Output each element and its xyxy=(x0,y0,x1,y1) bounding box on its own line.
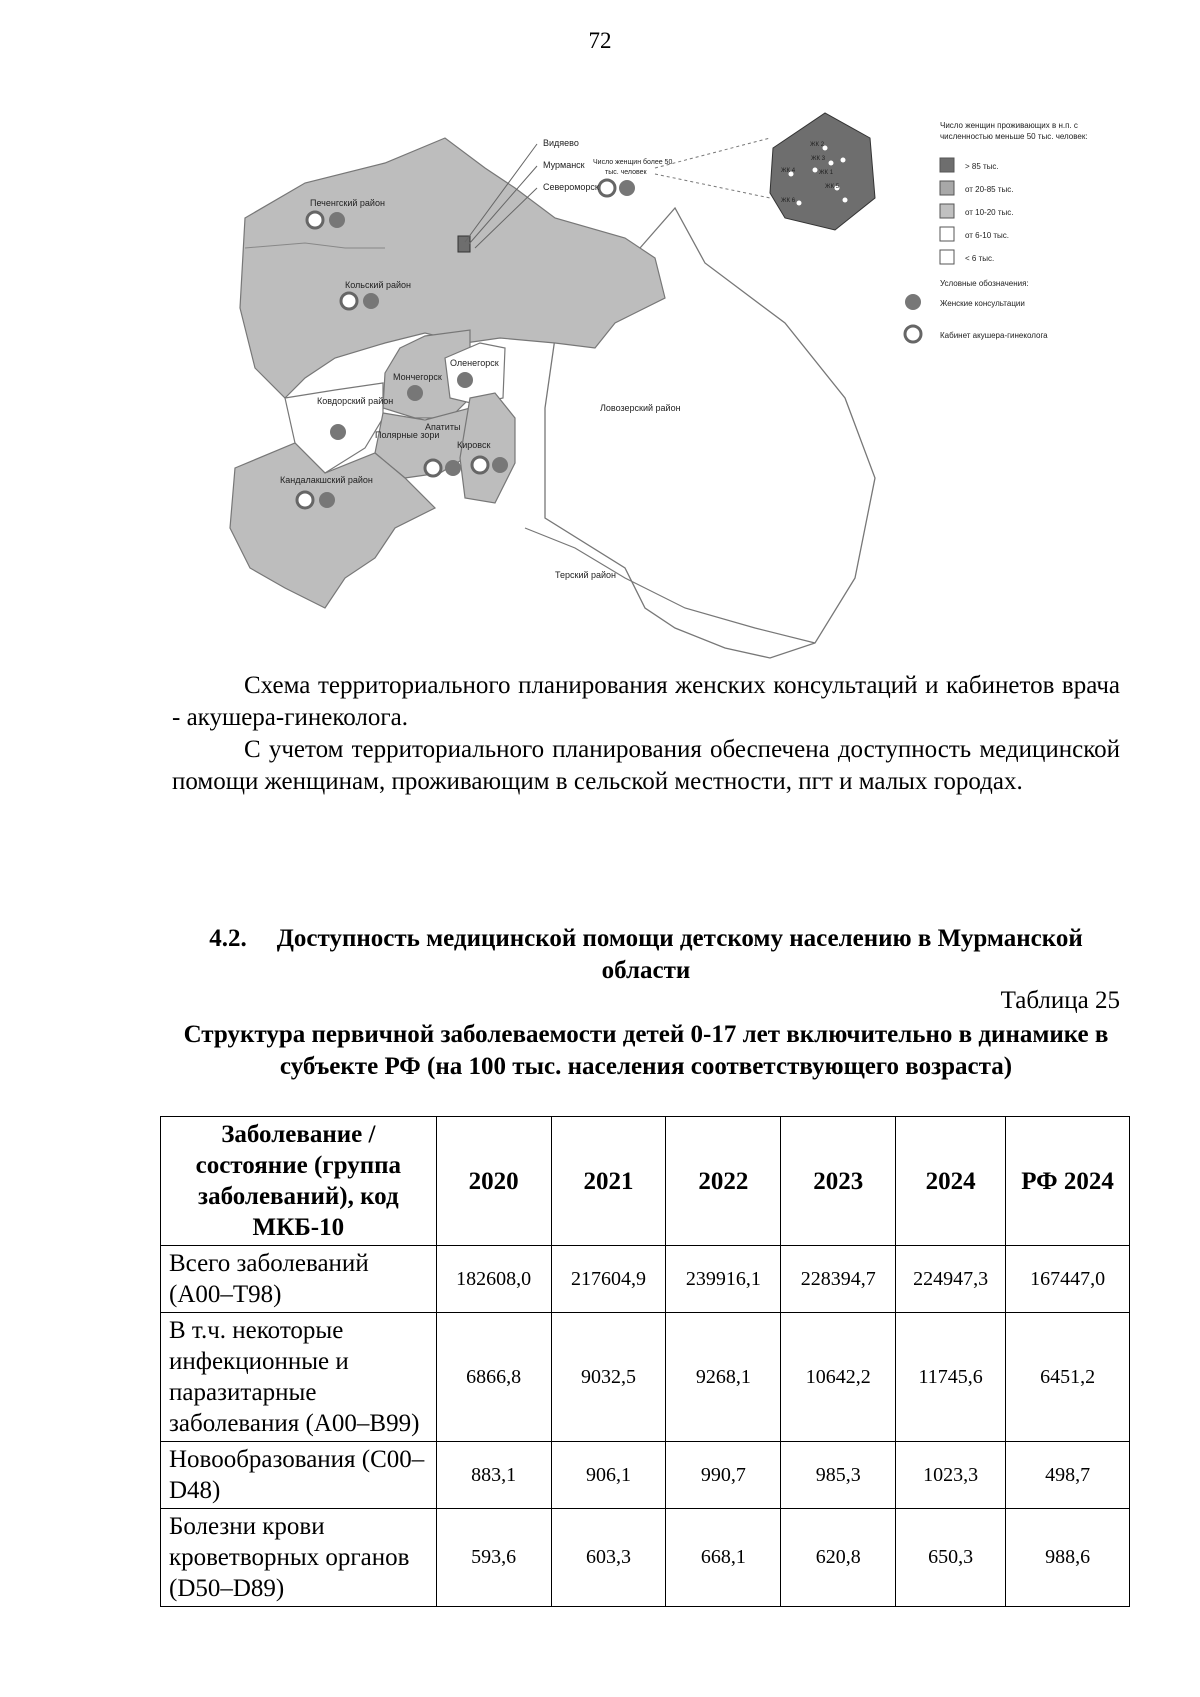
inset-label-5: ЖК 5 xyxy=(825,184,840,190)
cell-2022: 990,7 xyxy=(666,1442,781,1509)
header-2021: 2021 xyxy=(551,1117,666,1246)
cell-2020: 6866,8 xyxy=(436,1313,551,1442)
legend-swatch xyxy=(940,250,954,264)
cell-2023: 620,8 xyxy=(781,1509,896,1607)
callout-vidyaevo: Видяево xyxy=(543,138,579,148)
legend-swatch xyxy=(940,181,954,195)
legend-label: < 6 тыс. xyxy=(965,254,995,263)
murmansk-inset xyxy=(770,113,875,230)
header-disease: Заболевание / состояние (группа заболеваний), код МКБ-10 xyxy=(161,1117,437,1246)
map-svg xyxy=(225,108,1160,738)
inset-label-6: ЖК 6 xyxy=(781,198,796,204)
cell-2022: 9268,1 xyxy=(666,1313,781,1442)
header-2022: 2022 xyxy=(666,1117,781,1246)
table-row xyxy=(161,1509,1130,1607)
cell-2020: 182608,0 xyxy=(436,1246,551,1313)
cell-rf: 988,6 xyxy=(1006,1509,1130,1607)
cell-2023: 10642,2 xyxy=(781,1313,896,1442)
morbidity-table xyxy=(160,1116,1130,1607)
legend-symbols-title: Условные обозначения: xyxy=(940,279,1029,288)
cell-2023: 228394,7 xyxy=(781,1246,896,1313)
paragraph-scheme-caption: Схема территориального планирования женских консультаций и кабинетов врача - акушера-гинеколога. xyxy=(172,672,1120,731)
cell-rf: 498,7 xyxy=(1006,1442,1130,1509)
legend-swatch xyxy=(940,227,954,241)
cell-2024: 11745,6 xyxy=(896,1313,1006,1442)
section-number: 4.2. xyxy=(209,925,247,952)
cell-2023: 985,3 xyxy=(781,1442,896,1509)
cell-2022: 668,1 xyxy=(666,1509,781,1607)
cell-2021: 217604,9 xyxy=(551,1246,666,1313)
legend-label: от 20-85 тыс. xyxy=(965,185,1014,194)
label-kirovsk: Кировск xyxy=(457,440,491,450)
cell-2024: 224947,3 xyxy=(896,1246,1006,1313)
inset-label-4: ЖК 1 xyxy=(819,170,834,176)
cell-2021: 603,3 xyxy=(551,1509,666,1607)
cell-rf: 167447,0 xyxy=(1006,1246,1130,1313)
label-tersky: Терский район xyxy=(555,570,617,580)
table-row xyxy=(161,1442,1130,1509)
cell-2021: 906,1 xyxy=(551,1442,666,1509)
row-label: Всего заболеваний (А00–Т98) xyxy=(161,1246,437,1313)
header-rf-2024: РФ 2024 xyxy=(1006,1117,1130,1246)
legend-cabinet: Кабинет акушера-гинеколога xyxy=(940,331,1048,340)
label-kandalaksha: Кандалакшский район xyxy=(280,475,373,485)
cell-2021: 9032,5 xyxy=(551,1313,666,1442)
cell-2024: 1023,3 xyxy=(896,1442,1006,1509)
label-monchegorsk: Мончегорск xyxy=(393,372,442,382)
cell-2024: 650,3 xyxy=(896,1509,1006,1607)
callout-over50-line2: тыс. человек xyxy=(605,169,647,176)
inset-label-2: ЖК 3 xyxy=(811,156,826,162)
section-title: Доступность медицинской помощи детскому населению в Мурманской области xyxy=(276,925,1083,984)
header-2020: 2020 xyxy=(436,1117,551,1246)
label-pechenga: Печенгский район xyxy=(310,198,385,208)
cell-2022: 239916,1 xyxy=(666,1246,781,1313)
territorial-planning-map xyxy=(225,108,1160,738)
cell-2020: 593,6 xyxy=(436,1509,551,1607)
legend-swatch xyxy=(940,158,954,172)
table-label: Таблица 25 xyxy=(1000,987,1120,1014)
legend-title-line1: Число женщин проживающих в н.п. с xyxy=(940,121,1078,130)
label-kovdor: Ковдорский район xyxy=(317,396,394,406)
label-lovozero: Ловозерский район xyxy=(600,403,681,413)
page-number: 72 xyxy=(588,28,612,53)
label-kola: Кольский район xyxy=(345,280,411,290)
header-2023: 2023 xyxy=(781,1117,896,1246)
row-label: В т.ч. некоторые инфекционные и паразитарные заболевания (А00–В99) xyxy=(161,1313,437,1442)
table-row xyxy=(161,1313,1130,1442)
legend-clinic: Женские консультации xyxy=(940,299,1025,308)
cell-2020: 883,1 xyxy=(436,1442,551,1509)
row-label: Болезни крови кроветворных органов (D50–D89) xyxy=(161,1509,437,1607)
legend-label: > 85 тыс. xyxy=(965,162,999,171)
header-2024: 2024 xyxy=(896,1117,1006,1246)
legend-swatch xyxy=(940,204,954,218)
table-row xyxy=(161,1246,1130,1313)
table-header-row xyxy=(161,1117,1130,1246)
inset-label-3: ЖК 4 xyxy=(781,168,796,174)
paragraph-accessibility: С учетом территориального планирования обеспечена доступность медицинской помощи женщинам, проживающим в сельской местности, пгт и малых городах. xyxy=(172,736,1120,795)
map-legend xyxy=(905,121,1088,342)
label-polyarnye-zori: Полярные зори xyxy=(375,430,440,440)
legend-label: от 10-20 тыс. xyxy=(965,208,1014,217)
row-label: Новообразования (С00–D48) xyxy=(161,1442,437,1509)
section-heading xyxy=(172,923,1120,987)
callout-murmansk: Мурманск xyxy=(543,160,585,170)
label-apatity: Апатиты xyxy=(425,422,461,432)
callout-over50-line1: Число женщин более 50 xyxy=(593,159,673,166)
table-title: Структура первичной заболеваемости детей 0-17 лет включительно в динамике в субъекте РФ (на 100 тыс. населения соответствующего возраста) xyxy=(183,1021,1109,1080)
legend-label: от 6-10 тыс. xyxy=(965,231,1010,240)
callout-severomorsk: Североморск xyxy=(543,182,599,192)
inset-label-1: ЖК 2 xyxy=(810,142,825,148)
cell-rf: 6451,2 xyxy=(1006,1313,1130,1442)
label-olenegorsk: Оленегорск xyxy=(450,358,499,368)
legend-title-line2: численностью меньше 50 тыс. человек: xyxy=(940,132,1088,141)
